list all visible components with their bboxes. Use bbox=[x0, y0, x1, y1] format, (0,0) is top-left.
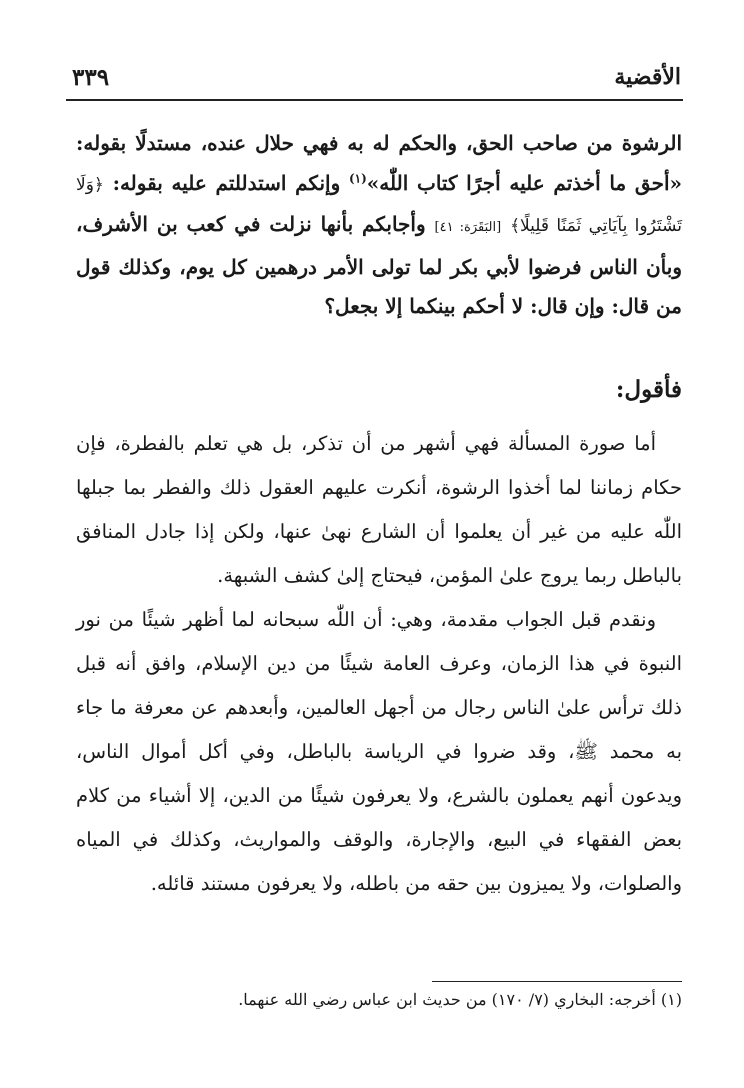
footnote-separator bbox=[432, 981, 682, 982]
question-text-3: وأجابكم بأنها نزلت في كعب بن الأشرف، وبأن الناس فرضوا لأبي بكر لما تولى الأمر درهمين كل يوم، وكذلك قول من قال: وإن قال: لا أحكم بينكما إلا بجعل؟ bbox=[76, 212, 682, 318]
answer-label: فأقول: bbox=[615, 376, 682, 403]
question-text-1: الرشوة من صاحب الحق، والحكم له به فهي حلال عنده، مستدلًا بقوله: «أحق ما أخذتم عليه أجرًا كتاب اللّٰه» bbox=[76, 131, 683, 195]
body-paragraph-2: ونقدم قبل الجواب مقدمة، وهي: أن اللّٰه سبحانه لما أظهر شيئًا من نور النبوة في هذا الزمان، وعرف العامة شيئًا من دين الإسلام، وافق أنه قبل ذلك ترأس علىٰ الناس رجال من أجهل العالمين، وأبعدهم عن معرفة ما جاء به محمد ﷺ، وقد ضروا في الرياسة بالباطل، وفي أكل أموال الناس، ويدعون أنهم يعملون بالشرع، ولا يعرفون شيئًا من الدين، إلا أشياء من كلام بعض الفقهاء في البيع، والإجارة، والوقف والمواريث، وكذلك في المياه والصلوات، ولا يميزون بين حقه من باطله، ولا يعرفون مستند قائله. bbox=[76, 608, 682, 895]
footnote: (١) أخرجه: البخاري (٧/ ١٧٠) من حديث ابن عباس رضي الله عنهما. bbox=[238, 990, 682, 1009]
footnote-marker: (١) bbox=[348, 170, 367, 185]
question-text-2: وإنكم استدللتم عليه بقوله: bbox=[103, 170, 349, 195]
quran-verse: ﴿وَلَا تَشْتَرُوا بِآيَاتِي ثَمَنًا قَلِيلًا﴾ bbox=[76, 174, 682, 236]
body-paragraph-1: أما صورة المسألة فهي أشهر من أن تذكر، بل هي تعلم بالفطرة، فإن حكام زماننا لما أخذوا الرشوة، أنكرت عليهم العقول ذلك والفطر بما جبلها اللّٰه عليه من غير أن يعلموا أن الشارع نهىٰ عنها، ولكن إذا جادل المنافق بالباطل ربما يروج علىٰ المؤمن، فيحتاج إلىٰ كشف الشبهة. bbox=[76, 432, 682, 587]
header-rule bbox=[66, 99, 683, 101]
page-header bbox=[66, 62, 683, 102]
verse-reference: [البَقَرَة: ٤١] bbox=[434, 220, 502, 235]
running-title: الأقضية bbox=[614, 64, 681, 90]
page-number: ٣٣٩ bbox=[72, 64, 110, 91]
question-paragraph bbox=[76, 124, 682, 327]
